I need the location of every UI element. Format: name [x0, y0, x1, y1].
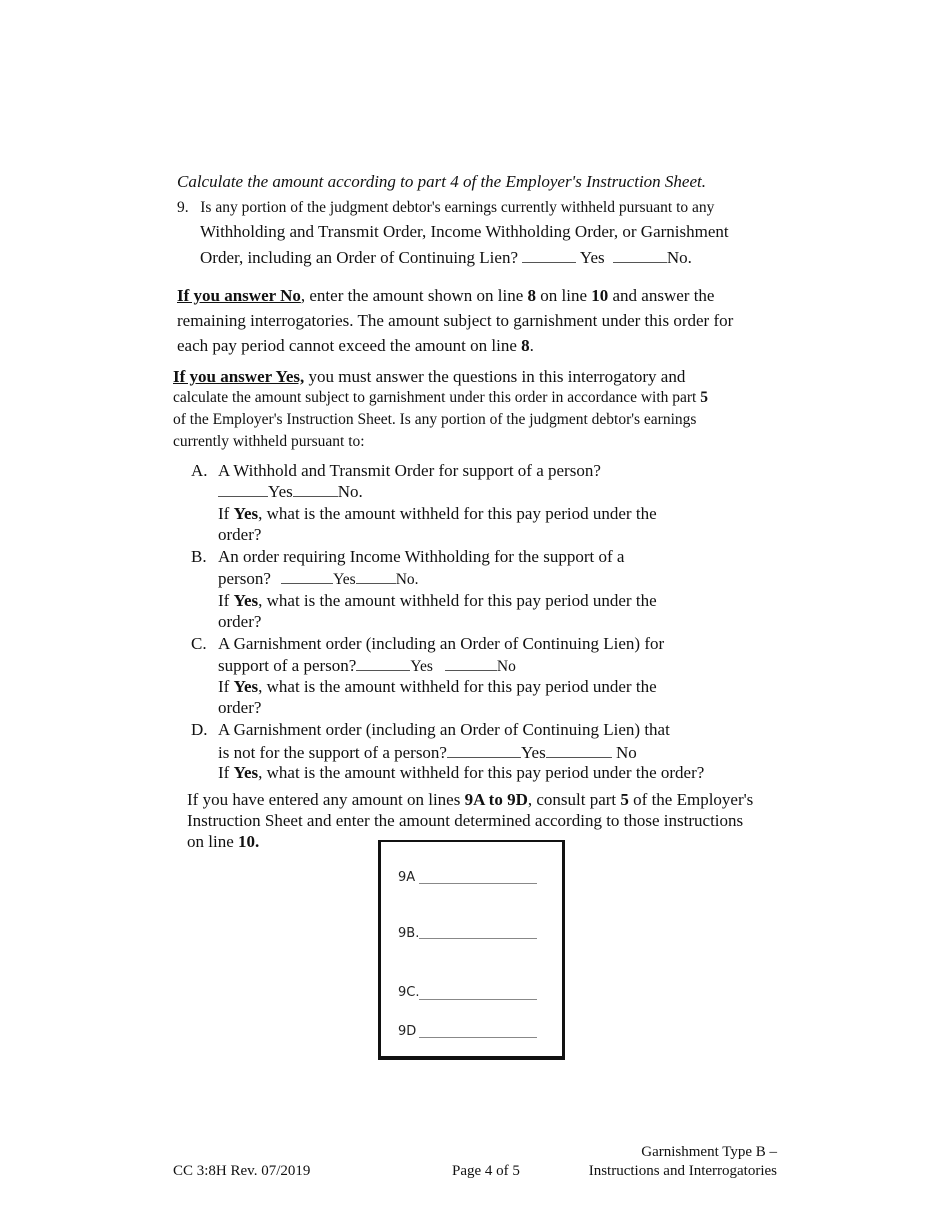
item-b-answers: [218, 569, 419, 589]
label-9a: 9A: [398, 870, 416, 885]
a-yes-label: Yes: [268, 482, 293, 501]
item-a-answers: [218, 482, 363, 502]
d-if-rest: , what is the amount withheld for this pay period under the order?: [258, 763, 705, 782]
field-9d[interactable]: [419, 1037, 537, 1038]
item-a-if-yes: [218, 504, 657, 524]
a-if-rest: , what is the amount withheld for this pay period under the: [258, 504, 657, 523]
closing-text-2: , consult part: [527, 790, 621, 809]
b-text-2: person?: [218, 569, 276, 588]
item-c-if-yes: [218, 677, 657, 697]
q9-no-label: No.: [666, 248, 692, 267]
c-yes-label: Yes: [410, 658, 433, 675]
footer-title-2: Instructions and Interrogatories: [588, 1163, 777, 1179]
field-9b[interactable]: [419, 938, 537, 939]
closing-text-3: of the Employer's: [628, 790, 754, 809]
label-9b: 9B.: [398, 926, 420, 941]
closing-line-3: [187, 832, 259, 852]
if-no-line-2: remaining interrogatories. The amount subject to garnishment under this order for: [177, 311, 734, 330]
b-yes-blank[interactable]: [281, 569, 333, 584]
line-10-ref-2: 10.: [238, 832, 260, 851]
item-d-if-yes: [218, 763, 704, 783]
if-no-text-4: each pay period cannot exceed the amount on line: [177, 336, 522, 355]
item-b-letter: B.: [191, 547, 207, 566]
b-no-label: No.: [395, 571, 419, 588]
footer-page-number: Page 4 of 5: [452, 1163, 520, 1179]
d-if: If: [218, 763, 234, 782]
d-no-blank[interactable]: [546, 743, 612, 758]
if-yes-line-1: [173, 367, 685, 387]
item-d-letter: D.: [191, 720, 208, 739]
if-no-line-3: [177, 336, 534, 356]
c-text-2: support of a person?: [218, 656, 357, 675]
footer-title-1: Garnishment Type B –: [641, 1144, 777, 1160]
c-yes-bold: Yes: [233, 677, 259, 696]
closing-text: If you have entered any amount on lines: [187, 790, 465, 809]
item-b-text: An order requiring Income Withholding for the support of a: [218, 547, 625, 566]
part-5-ref-2: 5: [620, 790, 629, 809]
d-yes-label: Yes: [520, 743, 546, 762]
if-yes-line-2: [173, 389, 708, 407]
lines-9a-9d-ref: 9A to 9D: [464, 790, 528, 809]
c-if: If: [218, 677, 234, 696]
item-a-text: A Withhold and Transmit Order for support of a person?: [218, 461, 601, 480]
q9-no-blank[interactable]: [613, 248, 667, 263]
if-no-label: If you answer No: [177, 286, 301, 305]
d-yes-blank[interactable]: [447, 743, 521, 758]
closing-line-1: [187, 790, 753, 810]
line-10-ref: 10: [591, 286, 609, 305]
question-9-line-3: [200, 248, 692, 268]
label-9c: 9C.: [398, 985, 420, 1000]
q9-yes-blank[interactable]: [522, 248, 576, 263]
footer-form-number: CC 3:8H Rev. 07/2019: [173, 1163, 311, 1179]
item-b-if-yes: [218, 591, 657, 611]
d-text-2: is not for the support of a person?: [218, 743, 447, 762]
item-a-order: order?: [218, 525, 262, 544]
c-yes-blank[interactable]: [356, 656, 410, 671]
d-yes-bold: Yes: [233, 763, 259, 782]
item-a-letter: A.: [191, 461, 208, 480]
question-9-line-2: Withholding and Transmit Order, Income Withholding Order, or Garnishment: [200, 222, 729, 241]
b-yes-bold: Yes: [233, 591, 259, 610]
if-no-text-3: and answer the: [608, 286, 715, 305]
if-yes-line-4: currently withheld pursuant to:: [173, 433, 365, 450]
question-number: 9.: [177, 199, 189, 216]
c-if-rest: , what is the amount withheld for this pay period under the: [258, 677, 657, 696]
closing-text-4: on line: [187, 832, 238, 851]
item-c-order: order?: [218, 698, 262, 717]
amount-box: [378, 840, 565, 1060]
item-d-answers: [218, 743, 637, 763]
field-9c[interactable]: [419, 999, 537, 1000]
b-if: If: [218, 591, 234, 610]
if-yes-text: you must answer the questions in this interrogatory and: [304, 367, 686, 386]
d-no-label: No: [615, 743, 637, 762]
if-no-line-1: [177, 286, 714, 306]
c-no-label: No: [496, 658, 516, 675]
item-c-letter: C.: [191, 634, 207, 653]
line-8-ref-2: 8: [521, 336, 530, 355]
item-c-text: A Garnishment order (including an Order of Continuing Lien) for: [218, 634, 665, 653]
b-if-rest: , what is the amount withheld for this pay period under the: [258, 591, 657, 610]
closing-line-2: Instruction Sheet and enter the amount determined according to those instructions: [187, 811, 744, 830]
if-yes-text-2: calculate the amount subject to garnishment under this order in accordance with part: [173, 389, 701, 406]
part-5-ref: 5: [700, 389, 708, 406]
question-9-text-3: Order, including an Order of Continuing Lien?: [200, 248, 523, 267]
if-no-text: , enter the amount shown on line: [300, 286, 528, 305]
item-b-order: order?: [218, 612, 262, 631]
b-no-blank[interactable]: [356, 569, 396, 584]
question-9-text: Is any portion of the judgment debtor's earnings currently withheld pursuant to any: [200, 199, 715, 216]
period: .: [529, 336, 534, 355]
instruction-text: Calculate the amount according to part 4 of the Employer's Instruction Sheet.: [177, 172, 706, 191]
a-no-label: No.: [337, 482, 363, 501]
a-yes-blank[interactable]: [218, 482, 268, 497]
if-yes-line-3: of the Employer's Instruction Sheet. Is any portion of the judgment debtor's earnings: [173, 411, 697, 428]
item-c-answers: [218, 656, 516, 676]
a-yes-bold: Yes: [233, 504, 259, 523]
label-9d: 9D: [398, 1024, 417, 1039]
question-9-line-1: [177, 199, 714, 217]
b-yes-label: Yes: [333, 571, 356, 588]
if-yes-label: If you answer Yes,: [173, 367, 305, 386]
field-9a[interactable]: [419, 883, 537, 884]
q9-yes-label: Yes: [579, 248, 605, 267]
if-no-text-2: on line: [536, 286, 592, 305]
a-if: If: [218, 504, 234, 523]
line-8-ref: 8: [527, 286, 537, 305]
a-no-blank[interactable]: [293, 482, 338, 497]
item-d-text: A Garnishment order (including an Order of Continuing Lien) that: [218, 720, 670, 739]
c-no-blank[interactable]: [445, 656, 497, 671]
